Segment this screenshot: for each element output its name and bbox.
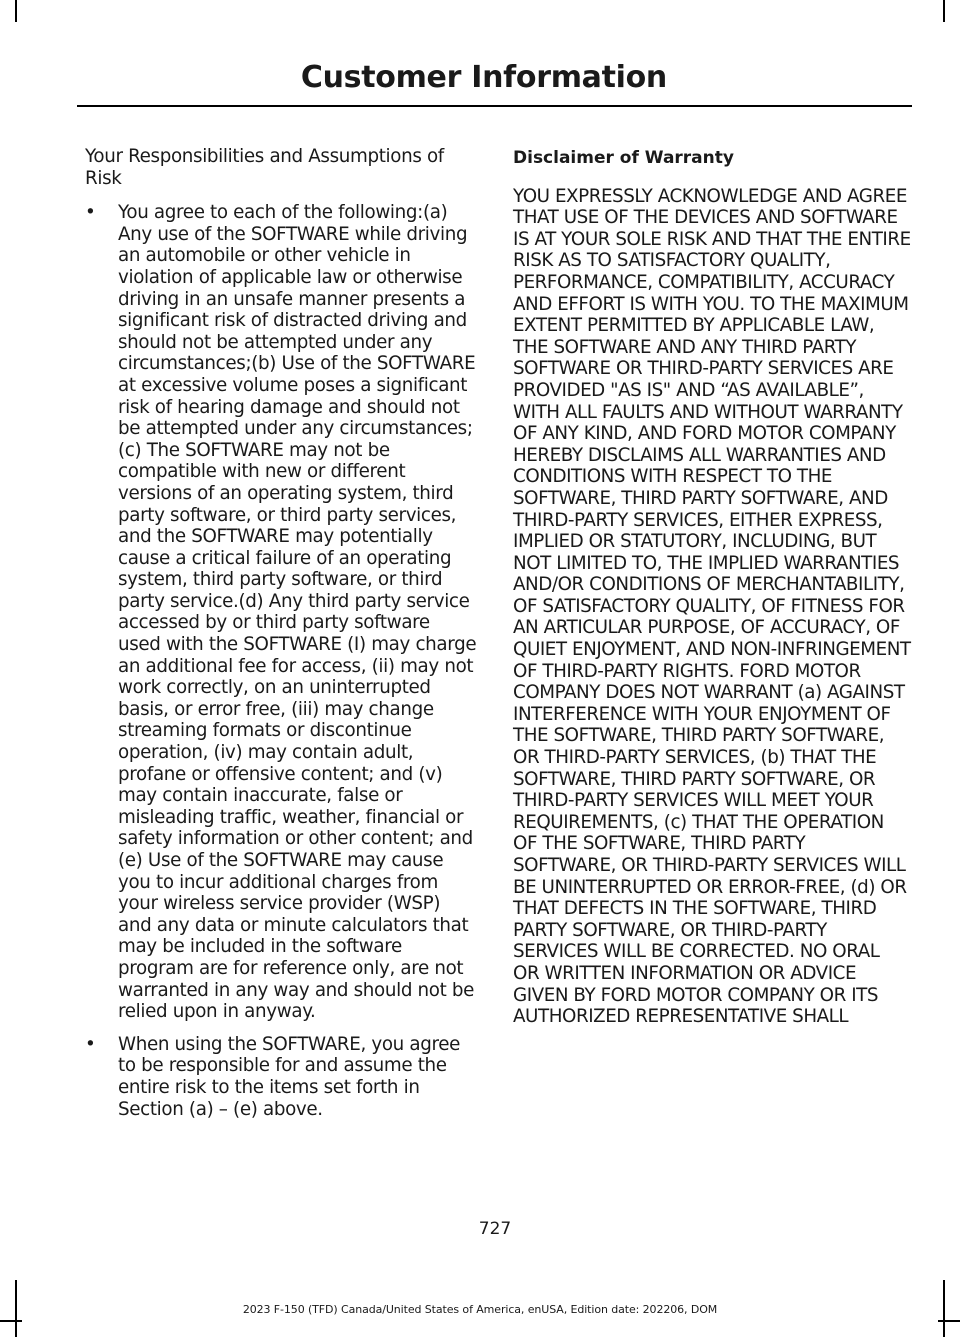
left-column [85,146,477,1131]
bullet-icon: • [85,202,96,224]
crop-mark-bottom-right-h [938,1320,960,1322]
right-column [513,148,911,1028]
list-item [85,202,477,1023]
section-heading-responsibilities: Your Responsibilities and Assumptions of Risk [85,146,444,189]
list-item-text: You agree to each of the following:(a) Any use of the SOFTWARE while driving an automobile or other vehicle in violation of applicable law or otherwise driving in an unsafe manner presents a significant risk of distracted driving and should not be attempted under any circumstances;(b) Use of the SOFTWARE at excessive volume poses a significant risk of hearing damage and should not be attempted under any circumstances;(c) The SOFTWARE may not be compatible with new or different versions of an operating system, third party software, or third party services, and the SOFTWARE may potentially cause a critical failure of an operating system, third party software, or third party service.(d) Any third party service accessed by or third party software used with the SOFTWARE (I) may charge an additional fee for access, (ii) may not work correctly, on an uninterrupted basis, or error free, (iii) may change streaming formats or discontinue operation, (iv) may contain adult, profane or offensive content; and (v) may contain inaccurate, false or misleading traffic, weather, financial or safety information or other content; and (e) Use of the SOFTWARE may cause you to incur additional charges from your wireless service provider (WSP) and any data or minute calculators that may be included in the software program are for reference only, are not warranted in any way and should not be relied upon in anyway. [118,202,477,1023]
bullet-icon: • [85,1033,96,1055]
header-divider [77,105,912,107]
list-item-text: When using the SOFTWARE, you agree to be responsible for and assume the entire risk to the items set forth in Section (a) – (e) above. [118,1033,461,1120]
page-title: Customer Information [300,60,667,95]
crop-mark-top-left [15,0,17,22]
disclaimer-body: YOU EXPRESSLY ACKNOWLEDGE AND AGREE THAT USE OF THE DEVICES AND SOFTWARE IS AT YOUR SOLE RISK AND THAT THE ENTIRE RISK AS TO SATISFACTORY QUALITY, PERFORMANCE, COMPATIBILITY, ACCURACY AND EFFORT IS WITH YOU. TO THE MAXIMUM EXTENT PERMITTED BY APPLICABLE LAW, THE SOFTWARE AND ANY THIRD PARTY SOFTWARE OR THIRD-PARTY SERVICES ARE PROVIDED "AS IS" AND “AS AVAILABLE”, WITH ALL FAULTS AND WITHOUT WARRANTY OF ANY KIND, AND FORD MOTOR COMPANY HEREBY DISCLAIMS ALL WARRANTIES AND CONDITIONS WITH RESPECT TO THE SOFTWARE, THIRD PARTY SOFTWARE, AND THIRD-PARTY SERVICES, EITHER EXPRESS, IMPLIED OR STATUTORY, INCLUDING, BUT NOT LIMITED TO, THE IMPLIED WARRANTIES AND/OR CONDITIONS OF MERCHANTABILITY, OF SATISFACTORY QUALITY, OF FITNESS FOR AN ARTICULAR PURPOSE, OF ACCURACY, OF QUIET ENJOYMENT, AND NON-INFRINGEMENT OF THIRD-PARTY RIGHTS. FORD MOTOR COMPANY DOES NOT WARRANT (a) AGAINST INTERFERENCE WITH YOUR ENJOYMENT OF THE SOFTWARE, THIRD PARTY SOFTWARE, OR THIRD-PARTY SERVICES, (b) THAT THE SOFTWARE, THIRD PARTY SOFTWARE, OR THIRD-PARTY SERVICES WILL MEET YOUR REQUIREMENTS, (c) THAT THE OPERATION OF THE SOFTWARE, THIRD PARTY SOFTWARE, OR THIRD-PARTY SERVICES WILL BE UNINTERRUPTED OR ERROR-FREE, (d) OR THAT DEFECTS IN THE SOFTWARE, THIRD PARTY SOFTWARE, OR THIRD-PARTY SERVICES WILL BE CORRECTED. NO ORAL OR WRITTEN INFORMATION OR ADVICE GIVEN BY FORD MOTOR COMPANY OR ITS AUTHORIZED REPRESENTATIVE SHALL [513,185,911,1028]
page-number: 727 [478,1219,512,1239]
crop-mark-top-right [943,0,945,22]
list-item [85,1034,477,1120]
bullet-list [85,202,477,1120]
footer-edition-info: 2023 F-150 (TFD) Canada/United States of America, enUSA, Edition date: 202206, DOM [242,1303,718,1316]
crop-mark-bottom-left-h [0,1320,22,1322]
section-heading-disclaimer: Disclaimer of Warranty [513,148,734,168]
